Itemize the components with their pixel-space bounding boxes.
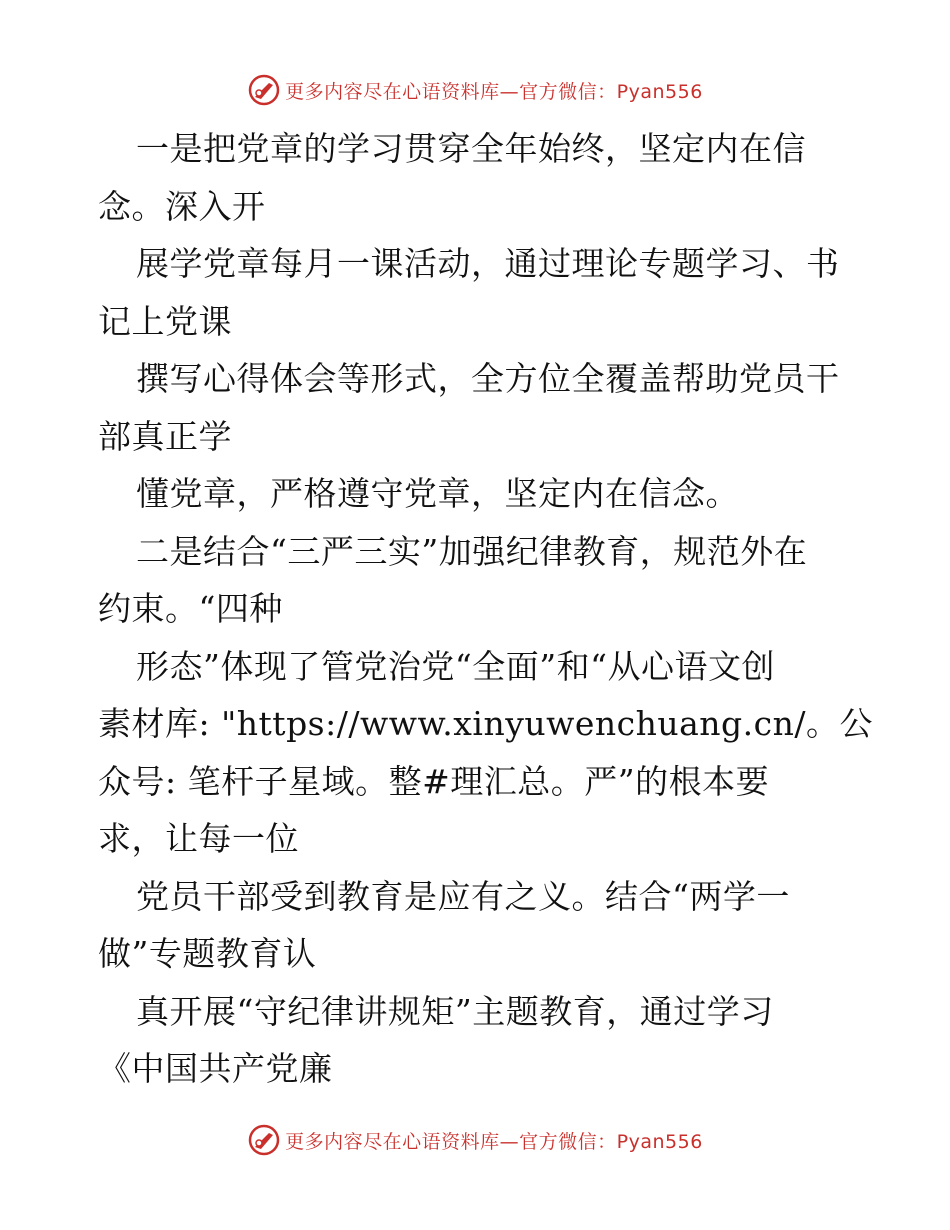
body-line: 一是把党章的学习贯穿全年始终，坚定内在信 (136, 129, 806, 168)
body-line: 真开展“守纪律讲规矩”主题教育，通过学习 (136, 991, 774, 1031)
body-line: 撰写心得体会等形式，全方位全覆盖帮助党员干 (136, 359, 840, 398)
body-line: 懂党章，严格遵守党章，坚定内在信念。 (136, 474, 739, 513)
body-line: 做”专题教育认 (98, 934, 317, 973)
footer-banner (0, 1120, 950, 1160)
body-line: 展学党章每月一课活动，通过理论专题学习、书 (136, 244, 840, 283)
body-line: 众号: 笔杆子星域。整#理汇总。严”的根本要 (98, 761, 770, 801)
body-line: 求，让每一位 (98, 819, 299, 858)
header-banner (0, 70, 950, 110)
footer-wechat-id: Pyan556 (616, 1130, 703, 1153)
seal-logo-icon (247, 1123, 281, 1157)
body-line: 《中国共产党廉 (98, 1049, 333, 1088)
body-line: 党员干部受到教育是应有之义。结合“两学一 (136, 876, 790, 916)
body-line: 二是结合“三严三实”加强纪律教育，规范外在 (136, 531, 808, 571)
seal-logo-icon (247, 73, 281, 107)
header-text: 更多内容尽在心语资料库—官方微信：Pyan556 (285, 80, 703, 103)
footer-text: 更多内容尽在心语资料库—官方微信：Pyan556 (285, 1130, 703, 1153)
body-line: 部真正学 (98, 416, 232, 456)
document-body (98, 120, 874, 1098)
body-line: 约束。“四种 (98, 589, 283, 628)
body-line: 记上党课 (98, 301, 232, 341)
body-line: 素材库: "https://www.xinyuwenchuang.cn/。公 (98, 704, 874, 743)
body-line: 念。深入开 (98, 186, 266, 226)
body-line: 形态”体现了管党治党“全面”和“从心语文创 (136, 646, 775, 686)
header-wechat-id: Pyan556 (616, 80, 703, 103)
